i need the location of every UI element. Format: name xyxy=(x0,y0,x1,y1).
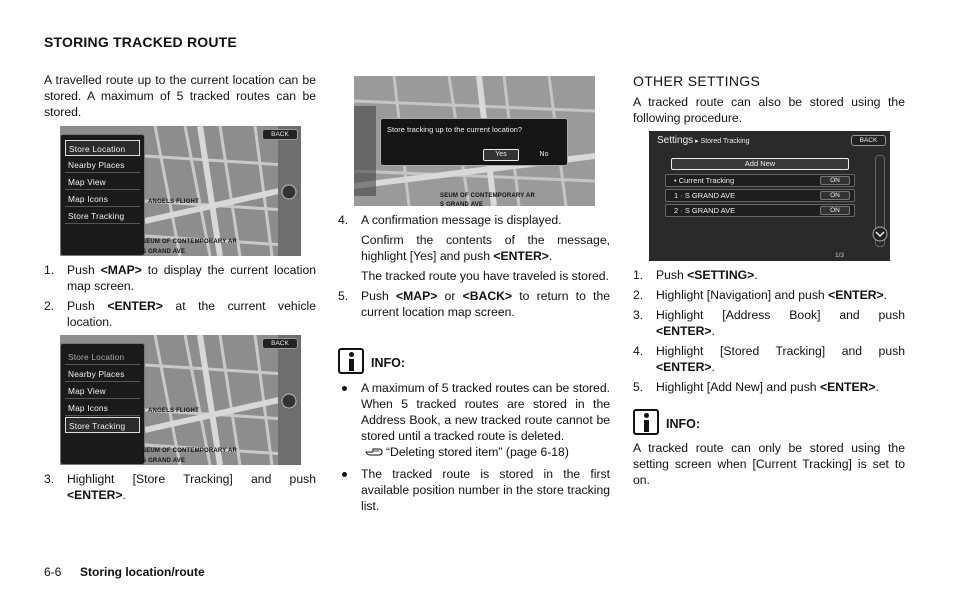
step-5: 5. Push <MAP> or <BACK> to return to the current location map screen. xyxy=(338,289,611,319)
map-label: S GRAND AVE xyxy=(142,458,186,464)
settings-subtitle: Stored Tracking xyxy=(700,138,750,145)
other-step-2: 2. Highlight [Navigation] and push <ENTER>. xyxy=(633,288,888,302)
settings-row-tracking-1[interactable]: 1 · S GRAND AVE ON xyxy=(665,189,855,202)
map-label: ANGELS FLIGHT xyxy=(148,408,199,414)
reference-hand-icon xyxy=(365,446,383,457)
other-step-4: 4. Highlight [Stored Tracking] and push <ENTER>. xyxy=(633,344,905,374)
map-label: ANGELS FLIGHT xyxy=(148,199,199,205)
on-toggle[interactable]: ON xyxy=(820,191,850,200)
info-icon xyxy=(338,348,364,374)
other-step-3: 3. Highlight [Address Book] and push <ENTER>. xyxy=(633,308,905,338)
back-button[interactable]: BACK xyxy=(262,129,298,140)
map-screenshot-store-tracking xyxy=(60,335,301,465)
menu-item-map-icons[interactable]: Map Icons xyxy=(65,191,140,207)
settings-header: Settings ▸ Stored Tracking xyxy=(657,135,750,146)
menu-item-map-icons[interactable]: Map Icons xyxy=(65,400,140,416)
step-2: 2. Push <ENTER> at the current vehicle location. xyxy=(44,299,316,329)
other-step-1: 1. Push <SETTING>. xyxy=(633,268,758,282)
page-indicator: 1/3 xyxy=(835,252,845,259)
step-4: 4. A confirmation message is displayed. Confirm the contents of the message, highlight [Yes] and push <ENTER>. The tracked route you have traveled is stored. xyxy=(338,213,610,283)
info-bullet: The tracked route is stored in the first available position number in the store tracking list. xyxy=(338,466,610,514)
menu-item-store-tracking[interactable]: Store Tracking xyxy=(65,417,140,433)
map-label: S GRAND AVE xyxy=(440,202,484,206)
dialog-message: Store tracking up to the current location? xyxy=(387,125,523,134)
map-label: SEUM OF CONTEMPORARY AR xyxy=(142,239,238,245)
settings-row-tracking-2[interactable]: 2 · S GRAND AVE ON xyxy=(665,204,855,217)
page-reference: “Deleting stored item” (page 6-18) xyxy=(361,444,610,460)
info-label: INFO: xyxy=(666,417,701,431)
menu-item-nearby-places[interactable]: Nearby Places xyxy=(65,366,140,382)
menu-item-map-view[interactable]: Map View xyxy=(65,174,140,190)
add-new-button[interactable]: Add New xyxy=(671,158,849,170)
menu-item-store-tracking[interactable]: Store Tracking xyxy=(65,208,140,224)
step-1: 1. Push <MAP> to display the current location map screen. xyxy=(44,263,316,293)
step-4-confirm: Confirm the contents of the message, highlight [Yes] and push <ENTER>. xyxy=(361,233,610,263)
other-step-5: 5. Highlight [Add New] and push <ENTER>. xyxy=(633,380,879,394)
map-screenshot-menu xyxy=(60,126,301,256)
menu-item-nearby-places[interactable]: Nearby Places xyxy=(65,157,140,173)
map-label: SEUM OF CONTEMPORARY AR xyxy=(142,448,238,454)
section-title: STORING TRACKED ROUTE xyxy=(44,34,237,50)
scroll-down-icon[interactable] xyxy=(871,225,889,243)
no-button[interactable]: No xyxy=(539,151,549,158)
context-menu xyxy=(60,343,145,465)
on-toggle[interactable]: ON xyxy=(820,206,850,215)
menu-item-store-location[interactable]: Store Location xyxy=(65,140,140,156)
col1-intro: A travelled route up to the current location can be stored. A maximum of 5 tracked routes can be stored. xyxy=(44,73,316,119)
back-button[interactable]: BACK xyxy=(851,135,886,146)
step-3: 3. Highlight [Store Tracking] and push <ENTER>. xyxy=(44,472,316,502)
settings-title: Settings xyxy=(657,135,694,146)
info-bullet: A maximum of 5 tracked routes can be stored. When 5 tracked routes are stored in the Address Book, a new tracked route cannot be stored until a tracked route is deleted. “Deleting stored item” (page 6-18) xyxy=(338,380,610,460)
step-4-stored: The tracked route you have traveled is stored. xyxy=(361,269,609,283)
chapter-title: Storing location/route xyxy=(80,565,205,579)
other-settings-title: OTHER SETTINGS xyxy=(633,73,761,89)
col3-intro: A tracked route can also be stored using the following procedure. xyxy=(633,95,905,125)
on-toggle[interactable]: ON xyxy=(820,176,850,185)
menu-item-store-location[interactable]: Store Location xyxy=(65,349,140,365)
info-text: A tracked route can only be stored using the setting screen when [Current Tracking] is set to on. xyxy=(633,441,905,487)
page-number: 6-6 xyxy=(44,565,62,579)
map-label: SEUM OF CONTEMPORARY AR xyxy=(440,193,536,199)
settings-screenshot xyxy=(649,131,890,261)
yes-button[interactable]: Yes xyxy=(483,149,519,161)
confirm-dialog xyxy=(380,118,568,166)
context-menu xyxy=(60,134,145,256)
info-icon xyxy=(633,409,659,435)
info-label: INFO: xyxy=(371,356,406,370)
settings-row-current-tracking[interactable]: • Current Tracking ON xyxy=(665,174,855,187)
back-button[interactable]: BACK xyxy=(262,338,298,349)
map-label: S GRAND AVE xyxy=(142,249,186,255)
map-screenshot-confirm-dialog xyxy=(354,76,595,206)
menu-item-map-view[interactable]: Map View xyxy=(65,383,140,399)
